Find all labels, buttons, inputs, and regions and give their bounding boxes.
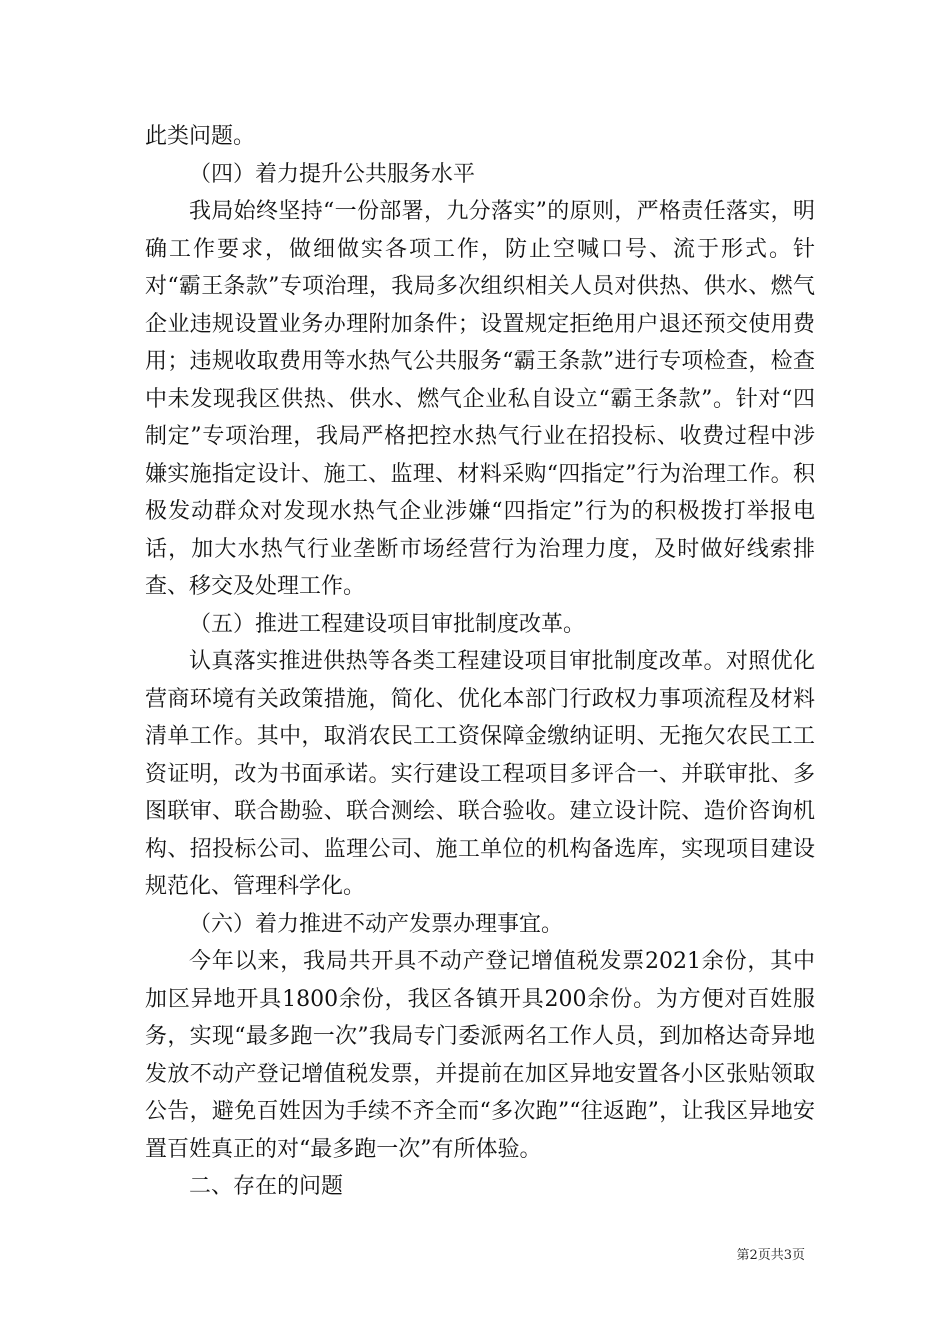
page-number: 第2页共3页 (736, 1248, 805, 1263)
document-body (145, 118, 815, 1206)
paragraph-public-service: 我局始终坚持“一份部署，九分落实”的原则，严格责任落实，明确工作要求，做细做实各项工作，防止空喊口号、流于形式。针对“霸王条款”专项治理，我局多次组织相关人员对供热、供水、燃气企业违规设置业务办理附加条件；设置规定拒绝用户退还预交使用费用；违规收取费用等水热气公共服务“霸王条款”进行专项检查，检查中未发现我区供热、供水、燃气企业私自设立“霸王条款”。针对“四制定”专项治理，我局严格把控水热气行业在招投标、收费过程中涉嫌实施指定设计、施工、监理、材料采购“四指定”行为治理工作。积极发动群众对发现水热气企业涉嫌“四指定”行为的积极拨打举报电话，加大水热气行业垄断市场经营行为治理力度，及时做好线索排查、移交及处理工作。 (145, 199, 815, 599)
paragraph-invoice: 今年以来，我局共开具不动产登记增值税发票2021余份，其中加区异地开具1800余份，我区各镇开具200余份。为方便对百姓服务，实现“最多跑一次”我局专门委派两名工作人员，到加格达奇异地发放不动产登记增值税发票，并提前在加区异地安置各小区张贴领取公告，避免百姓因为手续不齐全而“多次跑”“往返跑”，让我区异地安置百姓真正的对“最多跑一次”有所体验。 (145, 949, 815, 1162)
section-heading-4: （四）着力提升公共服务水平 (189, 161, 476, 187)
paragraph-continuation: 此类问题。 (145, 124, 256, 149)
section-heading-5: （五）推进工程建设项目审批制度改革。 (189, 611, 586, 637)
section-heading-6: （六）着力推进不动产发票办理事宜。 (189, 911, 564, 937)
paragraph-approval-reform: 认真落实推进供热等各类工程建设项目审批制度改革。对照优化营商环境有关政策措施，简化、优化本部门行政权力事项流程及材料清单工作。其中，取消农民工工资保障金缴纳证明、无拖欠农民工工资证明，改为书面承诺。实行建设工程项目多评合一、并联审批、多图联审、联合勘验、联合测绘、联合验收。建立设计院、造价咨询机构、招投标公司、监理公司、施工单位的机构备选库，实现项目建设规范化、管理科学化。 (145, 649, 815, 899)
section-heading-problems: 二、存在的问题 (189, 1174, 344, 1199)
